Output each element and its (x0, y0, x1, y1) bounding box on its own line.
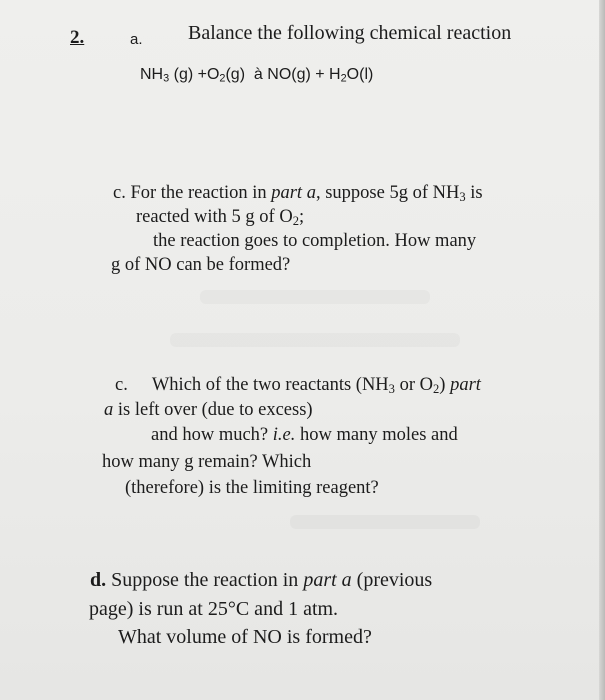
part-c2-line1 (115, 375, 481, 396)
part-a-label: a. (130, 31, 143, 48)
part-c2-line2 (104, 400, 313, 421)
text: how many moles and (295, 425, 458, 445)
text: or O (394, 375, 433, 395)
text: ; (298, 207, 305, 227)
text: ) (439, 375, 451, 395)
text: is (465, 183, 483, 203)
part-c1-line3: the reaction goes to completion. How many (153, 231, 477, 251)
part-c2-line3 (151, 425, 458, 446)
reaction-part: (g) à NO(g) + H (225, 66, 341, 83)
part-c1-line2 (136, 207, 304, 228)
part-c2-label: c. (115, 375, 128, 395)
text-italic: part (450, 375, 481, 395)
text-italic: a (104, 400, 114, 420)
text: and how much? (151, 425, 273, 445)
part-d-line1 (90, 569, 432, 592)
bleed-through-mark (290, 515, 480, 529)
reaction-equation (140, 66, 373, 84)
reaction-sub: 2 (340, 72, 347, 85)
bleed-through-mark (200, 290, 430, 304)
reaction-sub: 2 (219, 72, 226, 85)
part-d-line2: page) is run at 25°C and 1 atm. (89, 598, 339, 620)
subscript: 2 (292, 213, 299, 228)
problem-number: 2. (70, 27, 85, 48)
text: reacted with 5 g of O (136, 207, 293, 227)
text-italic: part a (303, 569, 352, 591)
subscript: 2 (433, 381, 440, 396)
subscript: 3 (388, 381, 395, 396)
text: , suppose 5g of NH (315, 183, 460, 203)
part-c1-line1 (113, 183, 483, 204)
part-c2-line5: (therefore) is the limiting reagent? (125, 478, 379, 498)
part-d-line3: What volume of NO is formed? (118, 626, 372, 648)
page-edge-shadow (599, 0, 605, 700)
text: For the reaction in (130, 183, 272, 203)
part-d-label: d. (90, 569, 107, 591)
text: Which of the two reactants (NH (151, 375, 389, 395)
part-a-instruction: Balance the following chemical reaction (188, 22, 512, 44)
reaction-nh: NH (140, 66, 164, 83)
text-italic: part a (271, 183, 316, 203)
subscript: 3 (459, 189, 466, 204)
text: (previous (351, 569, 433, 591)
part-c1-label: c. (113, 183, 126, 203)
reaction-part: (g) +O (169, 66, 220, 83)
reaction-part: O(l) (346, 66, 374, 83)
text: Suppose the reaction in (111, 569, 304, 591)
bleed-through-mark (170, 333, 460, 347)
part-c2-line4: how many g remain? Which (102, 452, 312, 472)
text: is left over (due to excess) (113, 400, 313, 420)
reaction-sub: 3 (163, 72, 170, 85)
text-italic: i.e. (272, 425, 296, 445)
part-c1-line4: g of NO can be formed? (111, 255, 291, 275)
